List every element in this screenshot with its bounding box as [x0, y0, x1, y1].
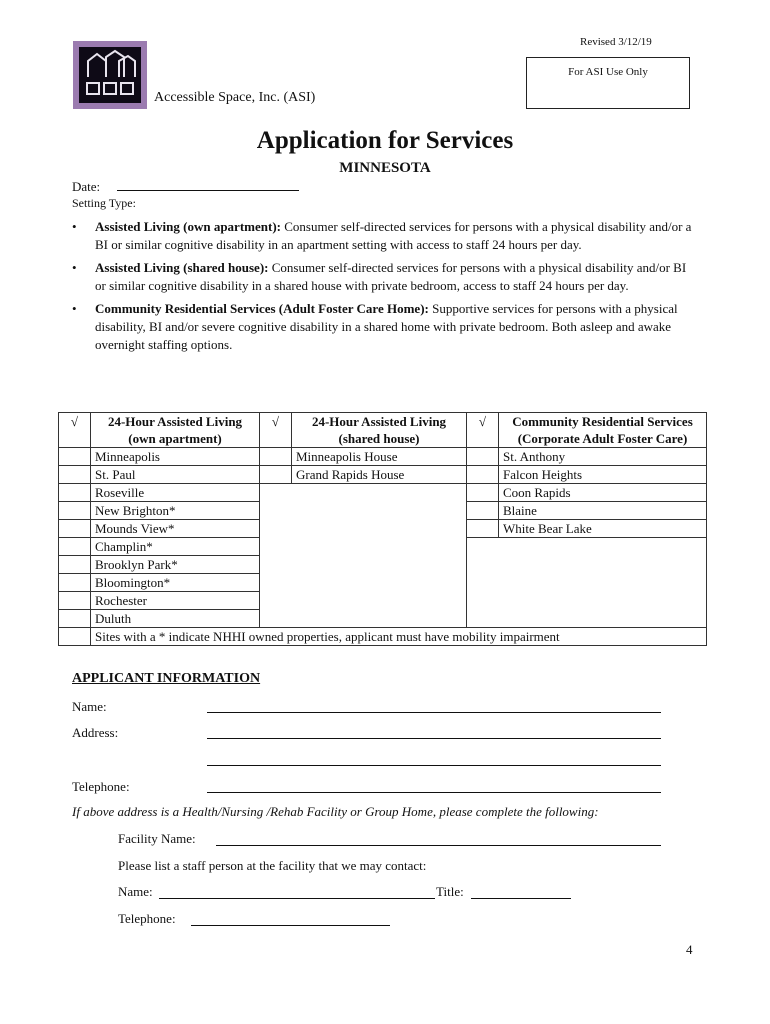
site-checkbox[interactable]: [467, 484, 499, 502]
site-checkbox[interactable]: [59, 484, 91, 502]
setting-type-label: Setting Type:: [72, 196, 136, 210]
site-checkbox[interactable]: [59, 592, 91, 610]
table-header-row: [59, 413, 707, 448]
site-cell: St. Paul: [91, 466, 260, 484]
page-title: Application for Services: [256, 127, 514, 154]
staff-telephone-field[interactable]: [191, 925, 390, 926]
site-cell: White Bear Lake: [499, 520, 707, 538]
asi-use-label: For ASI Use Only: [568, 66, 648, 78]
empty-cell: [467, 538, 707, 628]
facility-note: If above address is a Health/Nursing /Rehab Facility or Group Home, please complete the following:: [72, 804, 599, 819]
check-column-3[interactable]: √: [467, 413, 499, 448]
table-row: [59, 484, 707, 502]
site-checkbox[interactable]: [59, 520, 91, 538]
bullet-shared-house: [72, 259, 692, 295]
site-checkbox[interactable]: [467, 466, 499, 484]
site-cell: Falcon Heights: [499, 466, 707, 484]
date-label: Date:: [72, 179, 101, 194]
bullet-icon: •: [72, 260, 77, 275]
page-number: 4: [686, 942, 693, 957]
bullet-icon: •: [72, 301, 77, 316]
org-name: Accessible Space, Inc. (ASI): [154, 90, 316, 105]
bullet-text: Consumer self-directed services for persons with a physical disability and/or a BI or similar cognitive disability in an apartment setting with access to staff 24 hours per day.: [95, 219, 692, 252]
telephone-label: Telephone:: [72, 779, 130, 794]
setting-type-list: [72, 218, 692, 359]
bullet-text: Supportive services for persons with a physical disability, BI and/or severe cognitive disability in a shared home with private bedroom. Both asleep and awake overnight staffing options.: [95, 301, 678, 352]
staff-title-label: Title:: [436, 884, 464, 899]
applicant-section-title: APPLICANT INFORMATION: [72, 671, 261, 686]
bullet-title: Community Residential Services (Adult Foster Care Home):: [95, 301, 429, 316]
site-cell: Champlin*: [91, 538, 260, 556]
bullet-title: Assisted Living (shared house):: [95, 260, 269, 275]
site-cell: Brooklyn Park*: [91, 556, 260, 574]
site-checkbox[interactable]: [59, 610, 91, 628]
address-field-line2[interactable]: [207, 765, 661, 766]
check-column-2[interactable]: √: [260, 413, 292, 448]
table-row: [59, 466, 707, 484]
asi-use-only-box: [526, 57, 690, 109]
staff-title-field[interactable]: [471, 898, 571, 899]
revised-date: Revised 3/12/19: [580, 36, 652, 48]
site-cell: Roseville: [91, 484, 260, 502]
sites-table: [58, 412, 707, 646]
site-checkbox[interactable]: [59, 502, 91, 520]
header-own-apartment: 24-Hour Assisted Living (own apartment): [91, 413, 260, 448]
bullet-text: Consumer self-directed services for persons with a physical disability and/or BI or similar cognitive disability in a shared house with private bedroom, access to staff 24 hours per day.: [95, 260, 687, 293]
site-checkbox[interactable]: [467, 502, 499, 520]
site-checkbox[interactable]: [59, 448, 91, 466]
site-cell: Blaine: [499, 502, 707, 520]
facility-name-field[interactable]: [216, 845, 661, 846]
date-field[interactable]: [117, 190, 299, 191]
table-footnote-row: [59, 628, 707, 646]
site-checkbox[interactable]: [59, 466, 91, 484]
site-cell: Coon Rapids: [499, 484, 707, 502]
staff-name-label: Name:: [118, 884, 153, 899]
site-checkbox[interactable]: [467, 520, 499, 538]
header-community-residential: Community Residential Services (Corporate Adult Foster Care): [499, 413, 707, 448]
site-checkbox[interactable]: [59, 556, 91, 574]
site-cell: Bloomington*: [91, 574, 260, 592]
site-cell: Mounds View*: [91, 520, 260, 538]
empty-cell: [260, 484, 467, 628]
bullet-own-apartment: [72, 218, 692, 254]
site-cell: Grand Rapids House: [292, 466, 467, 484]
state-subtitle: MINNESOTA: [339, 160, 431, 176]
asi-logo: [73, 41, 147, 109]
facility-name-label: Facility Name:: [118, 831, 196, 846]
site-cell: Minneapolis: [91, 448, 260, 466]
footnote-spacer: [59, 628, 91, 646]
table-row: [59, 448, 707, 466]
site-cell: St. Anthony: [499, 448, 707, 466]
site-checkbox[interactable]: [59, 538, 91, 556]
check-column-1[interactable]: √: [59, 413, 91, 448]
table-footnote: Sites with a * indicate NHHI owned properties, applicant must have mobility impairment: [91, 628, 707, 646]
site-cell: Rochester: [91, 592, 260, 610]
bullet-community-residential: [72, 300, 692, 354]
staff-name-field[interactable]: [159, 898, 435, 899]
name-field[interactable]: [207, 712, 661, 713]
address-label: Address:: [72, 725, 119, 740]
bullet-title: Assisted Living (own apartment):: [95, 219, 281, 234]
site-checkbox[interactable]: [467, 448, 499, 466]
telephone-field[interactable]: [207, 792, 661, 793]
site-checkbox[interactable]: [260, 448, 292, 466]
site-checkbox[interactable]: [59, 574, 91, 592]
bullet-icon: •: [72, 219, 77, 234]
site-checkbox[interactable]: [260, 466, 292, 484]
logo-house-icon: [79, 47, 141, 103]
site-cell: Minneapolis House: [292, 448, 467, 466]
staff-telephone-label: Telephone:: [118, 911, 176, 926]
staff-prompt: Please list a staff person at the facility that we may contact:: [118, 858, 427, 873]
address-field-line1[interactable]: [207, 738, 661, 739]
site-cell: New Brighton*: [91, 502, 260, 520]
header-shared-house: 24-Hour Assisted Living (shared house): [292, 413, 467, 448]
name-label: Name:: [72, 699, 107, 714]
site-cell: Duluth: [91, 610, 260, 628]
